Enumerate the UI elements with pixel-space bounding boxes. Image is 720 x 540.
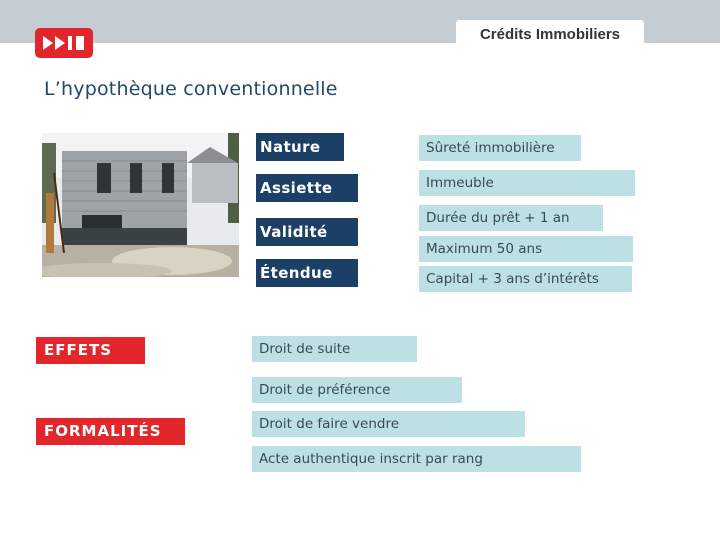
formalites-label: FORMALITÉS (36, 418, 185, 445)
label-validite: Validité (256, 218, 358, 246)
effet-droit-de-preference: Droit de préférence (252, 377, 462, 403)
value-etendue: Capital + 3 ans d’intérêts (419, 266, 632, 292)
value-validite-maximum: Maximum 50 ans (419, 236, 633, 262)
label-etendue: Étendue (256, 259, 358, 287)
label-nature: Nature (256, 133, 344, 161)
value-validite-duree: Durée du prêt + 1 an (419, 205, 603, 231)
effet-droit-de-faire-vendre: Droit de faire vendre (252, 411, 525, 437)
label-assiette: Assiette (256, 174, 358, 202)
ppi-logo-icon (35, 28, 93, 58)
header-tab: Crédits Immobiliers (456, 20, 644, 47)
page-title: L’hypothèque conventionnelle (44, 78, 338, 100)
effets-label: EFFETS (36, 337, 145, 364)
effet-droit-de-suite: Droit de suite (252, 336, 417, 362)
formalite-acte-authentique: Acte authentique inscrit par rang (252, 446, 581, 472)
value-assiette: Immeuble (419, 170, 635, 196)
value-nature: Sûreté immobilière (419, 135, 581, 161)
house-construction-photo (42, 133, 239, 277)
